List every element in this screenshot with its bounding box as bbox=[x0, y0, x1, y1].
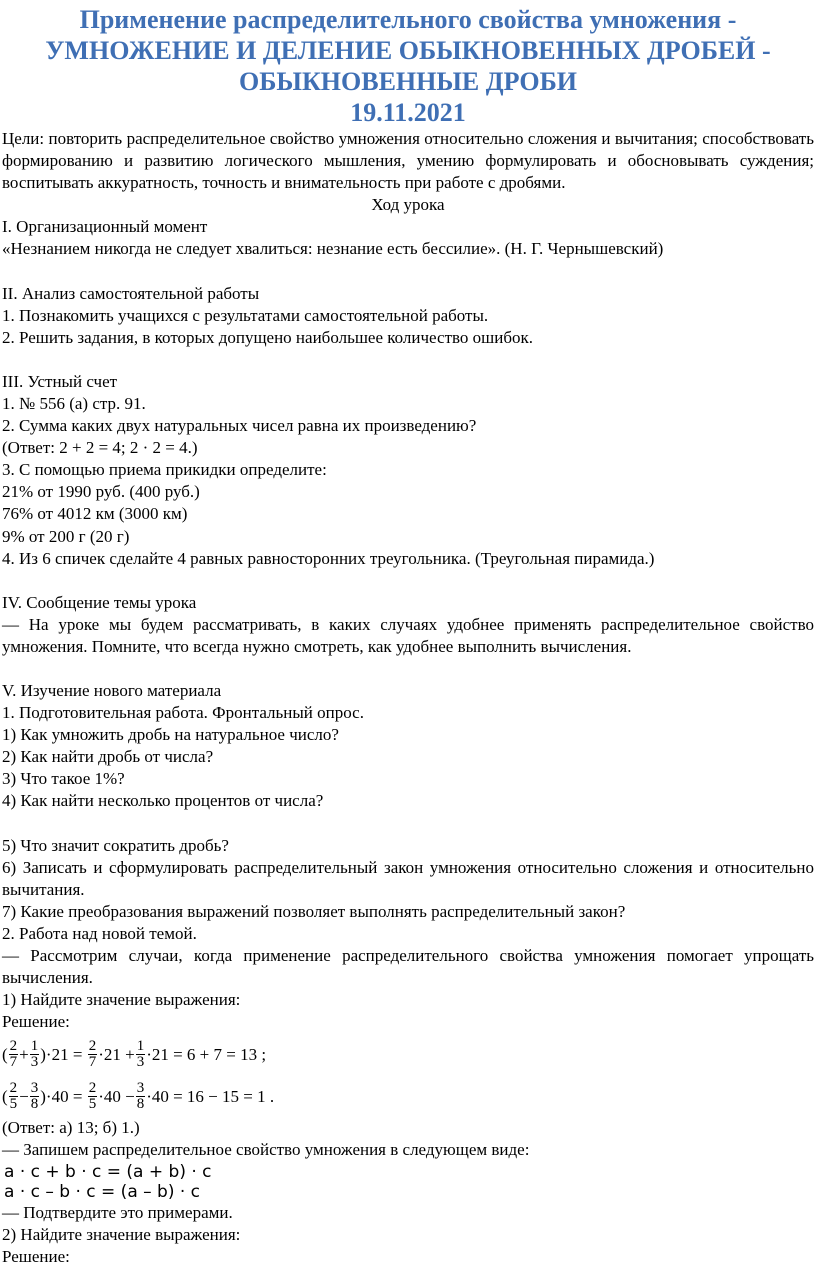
fraction bbox=[9, 1039, 19, 1070]
fraction bbox=[136, 1081, 146, 1112]
list-item: 2. Сумма каких двух натуральных чисел равна их произведению? bbox=[2, 416, 477, 436]
list-item: — Запишем распределительное свойство умножения в следующем виде: bbox=[2, 1140, 530, 1160]
list-item: (Ответ: 2 + 2 = 4; 2 · 2 = 4.) bbox=[2, 438, 198, 458]
fraction bbox=[88, 1039, 98, 1070]
math-text: )·40 = bbox=[40, 1086, 83, 1106]
denominator: 8 bbox=[30, 1095, 39, 1112]
math-text: ·21 = 6 + 7 = 13 ; bbox=[146, 1044, 267, 1064]
denominator: 3 bbox=[136, 1053, 145, 1070]
math-expression-2 bbox=[2, 1075, 814, 1117]
section-1-heading: I. Организационный момент bbox=[2, 217, 208, 237]
list-item: 1) Найдите значение выражения: bbox=[2, 990, 241, 1010]
math-text: ( bbox=[2, 1086, 8, 1106]
denominator: 7 bbox=[9, 1053, 18, 1070]
numerator: 1 bbox=[136, 1037, 145, 1054]
list-item: 5) Что значит сократить дробь? bbox=[2, 835, 229, 855]
list-item: 2) Найдите значение выражения: bbox=[2, 1224, 241, 1244]
title-line-2: УМНОЖЕНИЕ И ДЕЛЕНИЕ ОБЫКНОВЕННЫХ ДРОБЕЙ - bbox=[45, 36, 771, 65]
section-3-heading: III. Устный счет bbox=[2, 371, 118, 391]
fraction bbox=[30, 1039, 40, 1070]
fraction bbox=[136, 1039, 146, 1070]
fraction bbox=[9, 1081, 19, 1112]
denominator: 5 bbox=[9, 1095, 18, 1112]
spacer bbox=[2, 261, 814, 283]
math-expression-1 bbox=[2, 1033, 814, 1075]
list-item: 4. Из 6 спичек сделайте 4 равных равносторонних треугольника. (Треугольная пирамида.) bbox=[2, 548, 655, 568]
denominator: 3 bbox=[30, 1053, 39, 1070]
list-item: 3. С помощью приема прикидки определите: bbox=[2, 460, 327, 480]
math-text: )·21 = bbox=[40, 1044, 83, 1064]
formula-subtraction: a · c – b · c = (a – b) · c bbox=[4, 1181, 201, 1202]
numerator: 2 bbox=[9, 1037, 18, 1054]
list-item: 2. Работа над новой темой. bbox=[2, 923, 197, 943]
spacer bbox=[2, 813, 814, 835]
title-line-1: Применение распределительного свойства умножения - bbox=[79, 5, 737, 34]
math-text: ·40 = 16 − 15 = 1 . bbox=[146, 1086, 275, 1106]
list-item: 7) Какие преобразования выражений позволяет выполнять распределительный закон? bbox=[2, 901, 626, 921]
section-4-heading: IV. Сообщение темы урока bbox=[2, 592, 197, 612]
title-line-3: ОБЫКНОВЕННЫЕ ДРОБИ bbox=[239, 67, 577, 96]
lesson-heading: Ход урока bbox=[371, 195, 445, 215]
fraction bbox=[30, 1081, 40, 1112]
math-text: ·40 − bbox=[98, 1086, 135, 1106]
formula-addition: a · c + b · c = (a + b) · c bbox=[4, 1161, 212, 1182]
solution-label: Решение: bbox=[2, 1012, 70, 1032]
math-text: ·21 + bbox=[98, 1044, 135, 1064]
section-1-quote: «Незнанием никогда не следует хвалиться: незнание есть бессилие». (Н. Г. Чернышевский) bbox=[2, 239, 664, 259]
spacer bbox=[2, 658, 814, 680]
spacer bbox=[2, 349, 814, 371]
list-item: 76% от 4012 км (3000 км) bbox=[2, 504, 188, 524]
numerator: 2 bbox=[88, 1037, 97, 1054]
goals-paragraph: Цели: повторить распределительное свойство умножения относительно сложения и вычитания; способствовать формированию и развитию логического мышления, умению формулировать и обосновывать суждения; воспитывать аккуратность, точность и внимательность при работе с дробями. bbox=[2, 129, 814, 193]
numerator: 2 bbox=[88, 1079, 97, 1096]
denominator: 5 bbox=[88, 1095, 97, 1112]
numerator: 3 bbox=[136, 1079, 145, 1096]
list-item: 4) Как найти несколько процентов от числа? bbox=[2, 791, 324, 811]
denominator: 8 bbox=[136, 1095, 145, 1112]
list-item: 1. № 556 (а) стр. 91. bbox=[2, 393, 146, 413]
list-item: 1. Подготовительная работа. Фронтальный опрос. bbox=[2, 703, 364, 723]
document-body bbox=[0, 128, 816, 1268]
list-item: 6) Записать и сформулировать распределительный закон умножения относительно сложения и относительно вычитания. bbox=[2, 857, 814, 899]
section-4-text: — На уроке мы будем рассматривать, в каких случаях удобнее применять распределительное свойство умножения. Помните, что всегда нужно смотреть, как удобнее выполнить вычисления. bbox=[2, 614, 814, 656]
answer-line: (Ответ: а) 13; б) 1.) bbox=[2, 1118, 140, 1138]
list-item: — Рассмотрим случаи, когда применение распределительного свойства умножения помогает упрощать вычисления. bbox=[2, 946, 814, 988]
list-item: 2) Как найти дробь от числа? bbox=[2, 747, 214, 767]
section-2-heading: II. Анализ самостоятельной работы bbox=[2, 283, 260, 303]
list-item: — Подтвердите это примерами. bbox=[2, 1202, 233, 1222]
math-text: − bbox=[19, 1086, 29, 1106]
page-title bbox=[0, 0, 816, 128]
fraction bbox=[88, 1081, 98, 1112]
numerator: 3 bbox=[30, 1079, 39, 1096]
math-text: ( bbox=[2, 1044, 8, 1064]
solution-label: Решение: bbox=[2, 1246, 70, 1266]
list-item: 21% от 1990 руб. (400 руб.) bbox=[2, 482, 200, 502]
list-item: 1. Познакомить учащихся с результатами самостоятельной работы. bbox=[2, 305, 489, 325]
section-5-heading: V. Изучение нового материала bbox=[2, 680, 222, 700]
denominator: 7 bbox=[88, 1053, 97, 1070]
list-item: 3) Что такое 1%? bbox=[2, 769, 125, 789]
list-item: 2. Решить задания, в которых допущено наибольшее количество ошибок. bbox=[2, 327, 534, 347]
numerator: 2 bbox=[9, 1079, 18, 1096]
math-text: + bbox=[19, 1044, 29, 1064]
spacer bbox=[2, 570, 814, 592]
list-item: 9% от 200 г (20 г) bbox=[2, 526, 130, 546]
title-date: 19.11.2021 bbox=[350, 98, 466, 127]
list-item: 1) Как умножить дробь на натуральное число? bbox=[2, 725, 339, 745]
numerator: 1 bbox=[30, 1037, 39, 1054]
